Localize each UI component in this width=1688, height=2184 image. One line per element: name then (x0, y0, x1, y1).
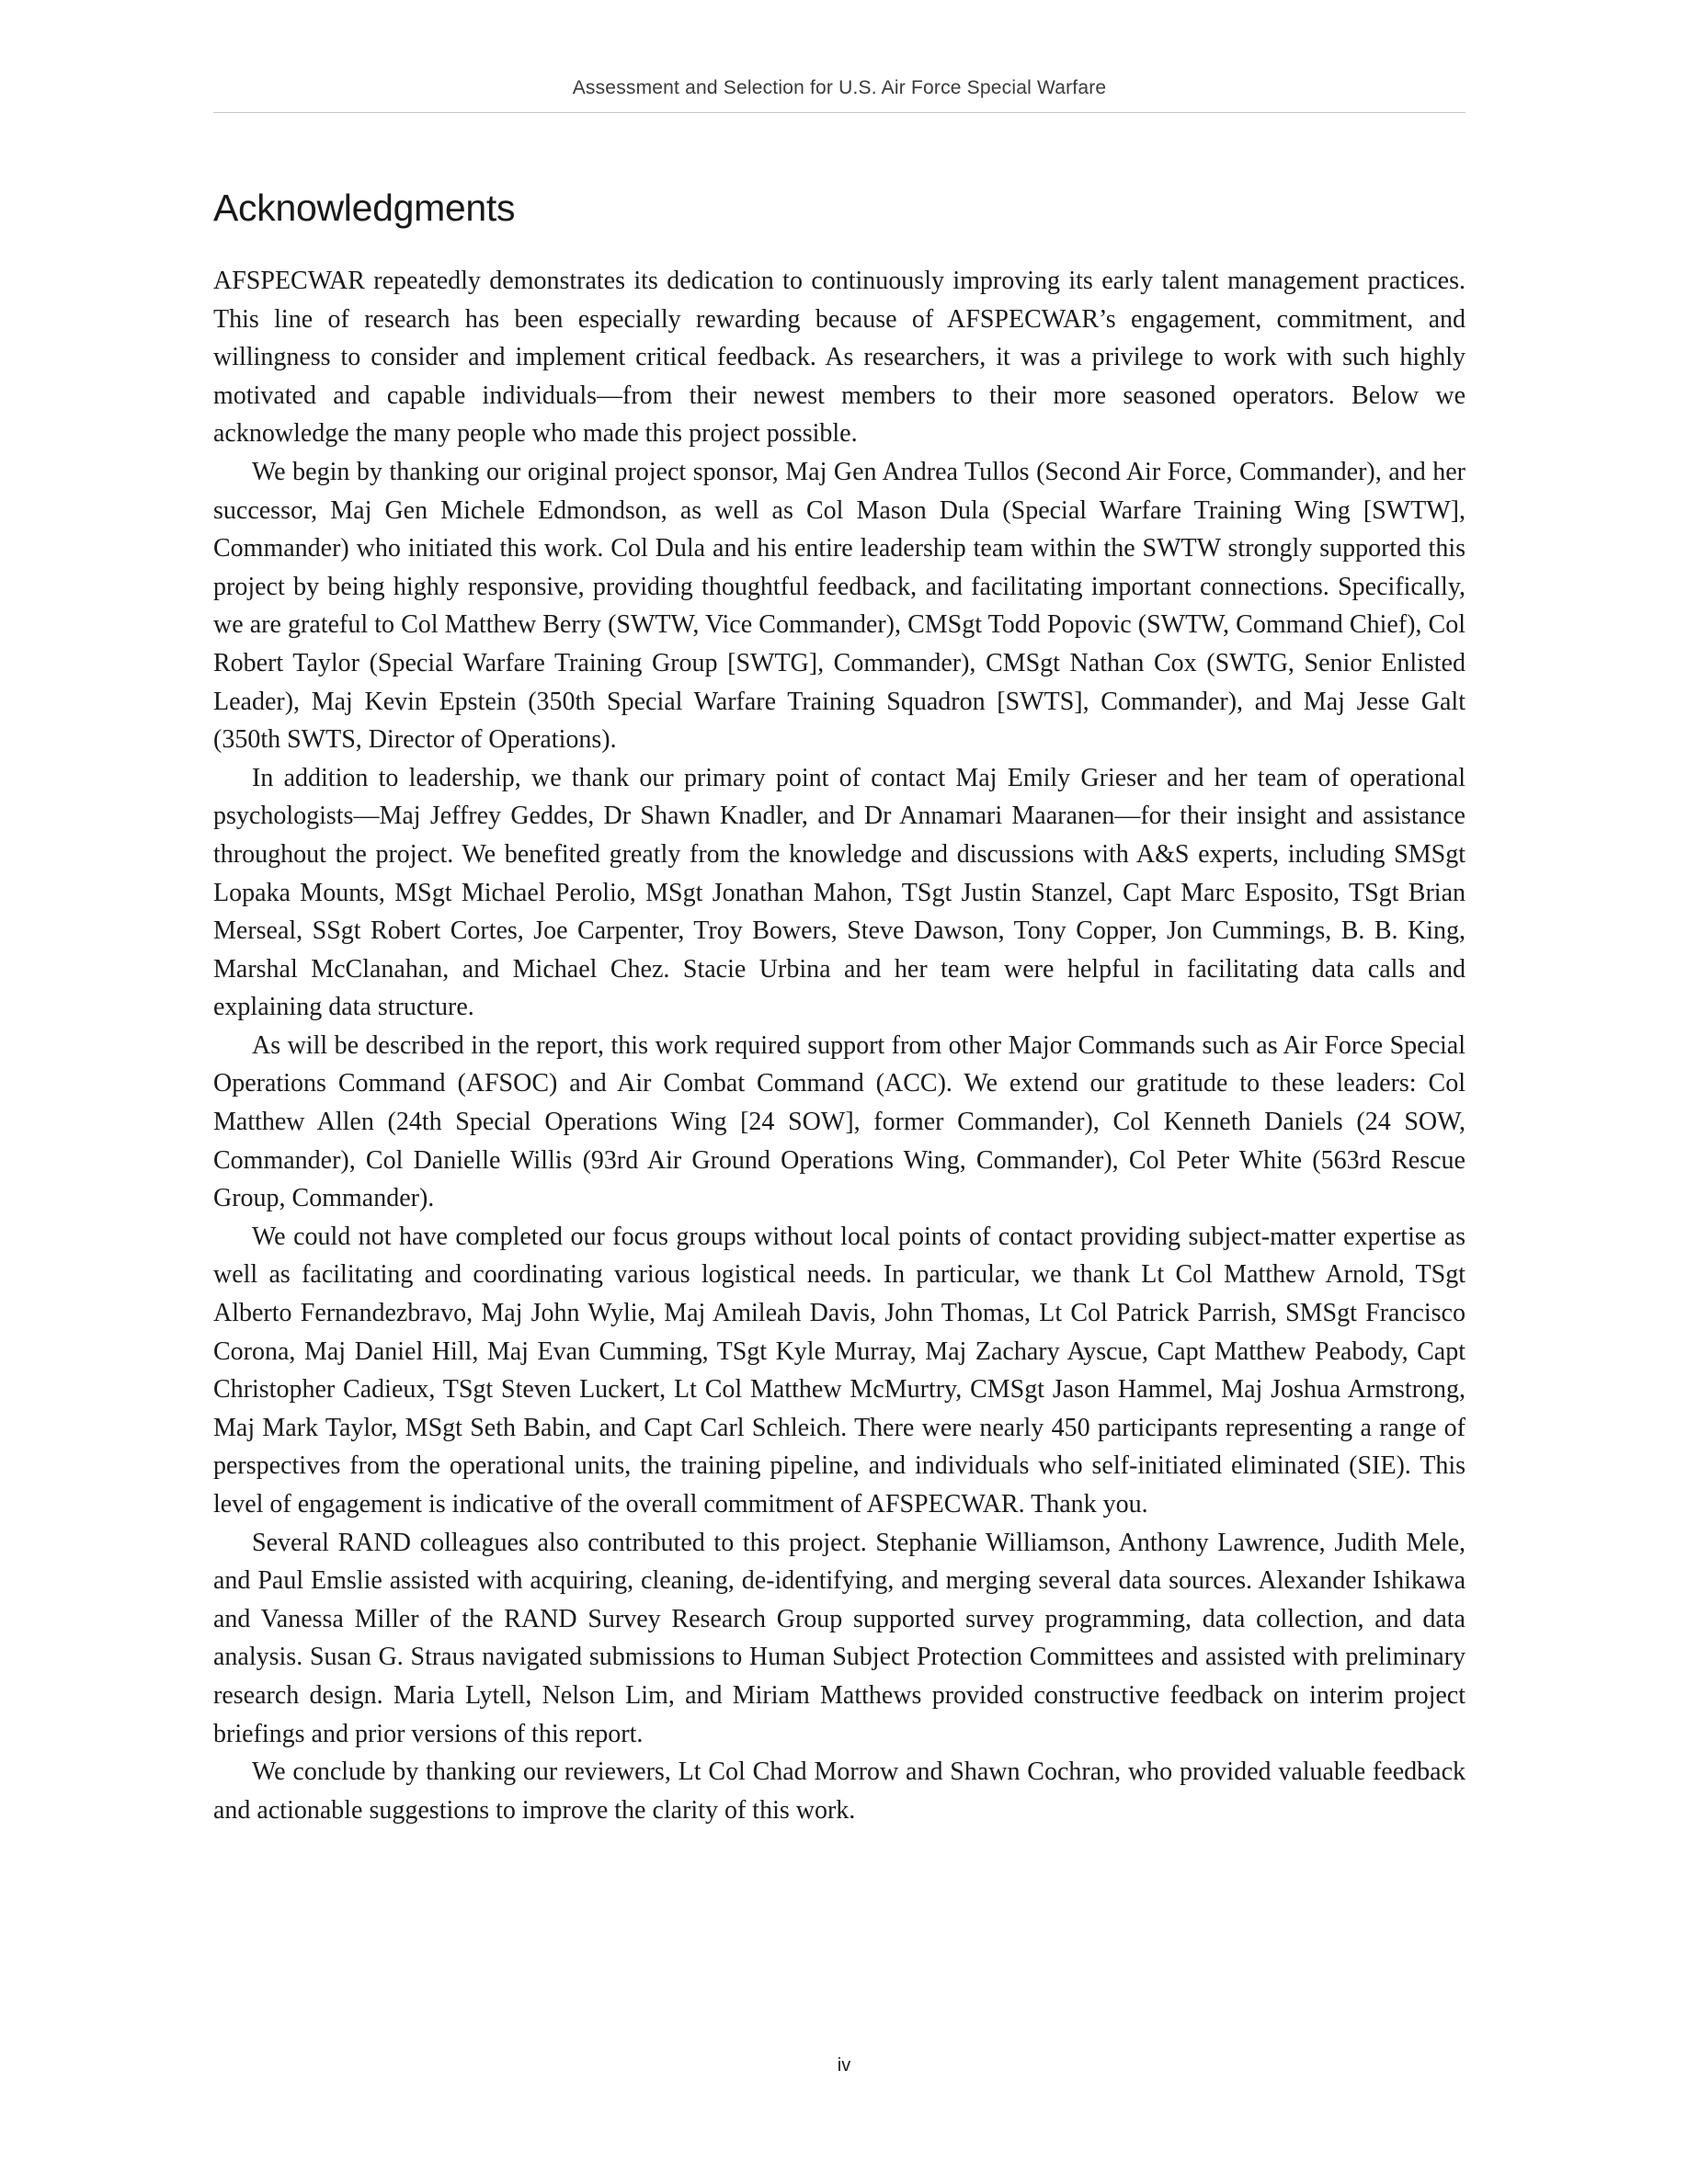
paragraph: We conclude by thanking our reviewers, Lt Col Chad Morrow and Shawn Cochran, who provided valuable feedback and actionable suggestions to improve the clarity of this work. (213, 1757, 1466, 1825)
header-divider (213, 112, 1466, 113)
running-header: Assessment and Selection for U.S. Air Force Special Warfare (572, 77, 1107, 98)
paragraph: As will be described in the report, this work required support from other Major Commands such as Air Force Special Operations Command (AFSOC) and Air Combat Command (ACC). We extend our gratitude to these leaders: Col Matthew Allen (24th Special Operations Wing [24 SOW], former Commander), Col Kenneth Daniels (24 SOW, Commander), Col Danielle Willis (93rd Air Ground Operations Wing, Commander), Col Peter White (563rd Rescue Group, Commander). (213, 1030, 1466, 1213)
paragraph: We begin by thanking our original project sponsor, Maj Gen Andrea Tullos (Second Air Force, Commander), and her successor, Maj Gen Michele Edmondson, as well as Col Mason Dula (Special Warfare Training Wing [SWTW], Commander) who initiated this work. Col Dula and his entire leadership team within the SWTW strongly supported this project by being highly responsive, providing thoughtful feedback, and facilitating important connections. Specifically, we are grateful to Col Matthew Berry (SWTW, Vice Commander), CMSgt Todd Popovic (SWTW, Command Chief), Col Robert Taylor (Special Warfare Training Group [SWTG], Commander), CMSgt Nathan Cox (SWTG, Senior Enlisted Leader), Maj Kevin Epstein (350th Special Warfare Training Squadron [SWTS], Commander), and Maj Jesse Galt (350th SWTS, Director of Operations). (213, 457, 1466, 755)
page-number: iv (837, 2055, 851, 2076)
page-title: Acknowledgments (213, 187, 516, 229)
paragraph: We could not have completed our focus groups without local points of contact providing subject-matter expertise as well as facilitating and coordinating various logistical needs. In particular, we thank Lt Col Matthew Arnold, TSgt Alberto Fernandezbravo, Maj John Wylie, Maj Amileah Davis, John Thomas, Lt Col Patrick Parrish, SMSgt Francisco Corona, Maj Daniel Hill, Maj Evan Cumming, TSgt Kyle Murray, Maj Zachary Ayscue, Capt Matthew Peabody, Capt Christopher Cadieux, TSgt Steven Luckert, Lt Col Matthew McMurtry, CMSgt Jason Hammel, Maj Joshua Armstrong, Maj Mark Taylor, MSgt Seth Babin, and Capt Carl Schleich. There were nearly 450 participants representing a range of perspectives from the operational units, the training pipeline, and individuals who self-initiated eliminated (SIE). This level of engagement is indicative of the overall commitment of AFSPECWAR. Thank you. (213, 1222, 1466, 1519)
paragraph: In addition to leadership, we thank our primary point of contact Maj Emily Grieser and her team of operational psychologists—Maj Jeffrey Geddes, Dr Shawn Knadler, and Dr Annamari Maaranen—for their insight and assistance throughout the project. We benefited greatly from the knowledge and discussions with A&S experts, including SMSgt Lopaka Mounts, MSgt Michael Perolio, MSgt Jonathan Mahon, TSgt Justin Stanzel, Capt Marc Esposito, TSgt Brian Merseal, SSgt Robert Cortes, Joe Carpenter, Troy Bowers, Steve Dawson, Tony Copper, Jon Cummings, B. B. King, Marshal McClanahan, and Michael Chez. Stacie Urbina and her team were helpful in facilitating data calls and explaining data structure. (213, 763, 1466, 1022)
paragraph: Several RAND colleagues also contributed to this project. Stephanie Williamson, Anthony Lawrence, Judith Mele, and Paul Emslie assisted with acquiring, cleaning, de-identifying, and merging several data sources. Alexander Ishikawa and Vanessa Miller of the RAND Survey Research Group supported survey programming, data collection, and data analysis. Susan G. Straus navigated submissions to Human Subject Protection Committees and assisted with preliminary research design. Maria Lytell, Nelson Lim, and Miriam Matthews provided constructive feedback on interim project briefings and prior versions of this report. (213, 1528, 1466, 1748)
paragraph: AFSPECWAR repeatedly demonstrates its dedication to continuously improving its early talent management practices. This line of research has been especially rewarding because of AFSPECWAR’s engagement, commitment, and willingness to consider and implement critical feedback. As researchers, it was a privilege to work with such highly motivated and capable individuals—from their newest members to their more seasoned operators. Below we acknowledge the many people who made this project possible. (213, 267, 1466, 449)
body-text (213, 262, 1466, 1829)
